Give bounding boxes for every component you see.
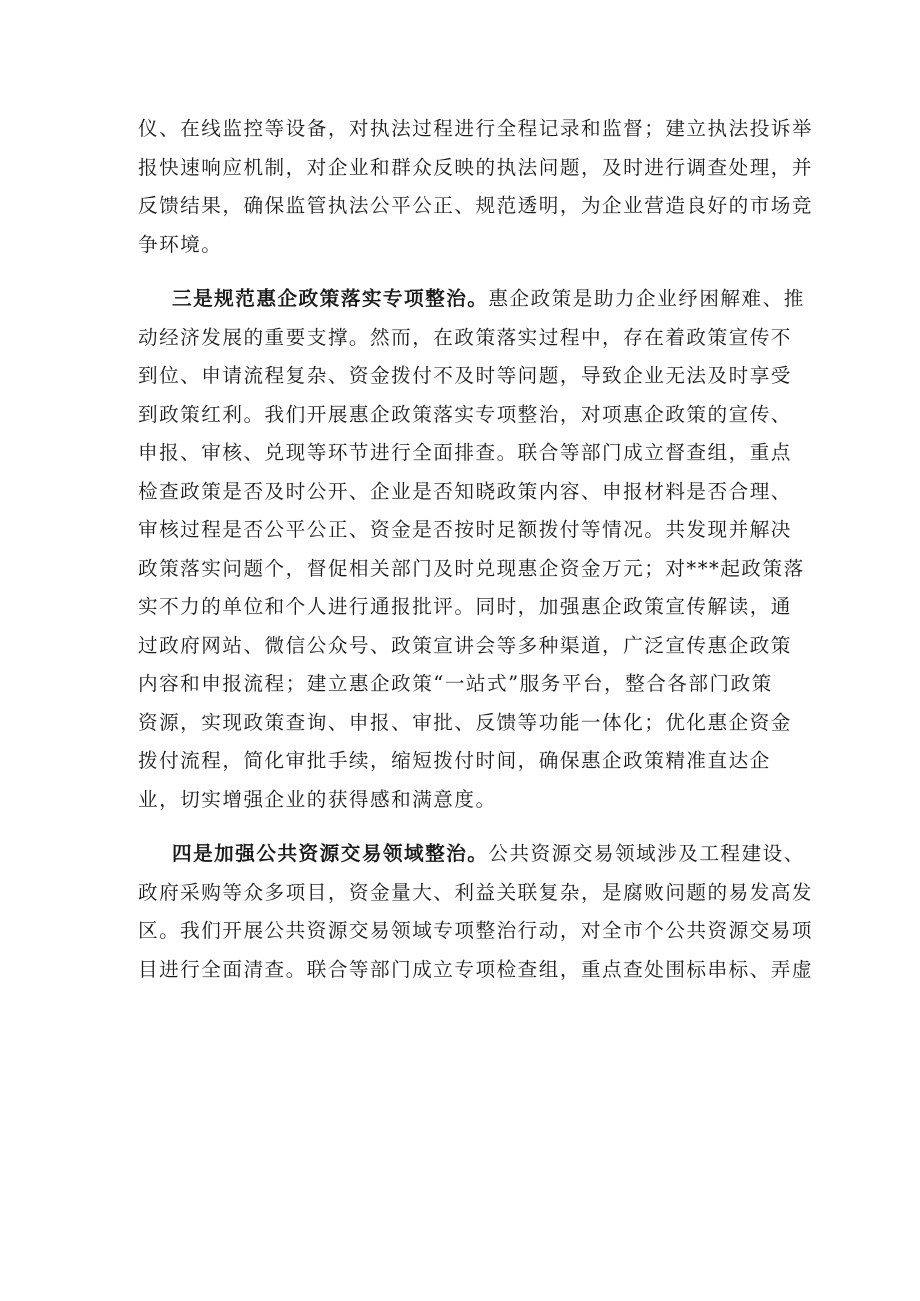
text-line: 资源，实现政策查询、申报、审批、反馈等功能一体化；优化惠企资金	[138, 710, 792, 734]
text-line: 到位、申请流程复杂、资金拨付不及时等问题，导致企业无法及时享受	[138, 364, 792, 387]
text-line: 业，切实增强企业的获得感和满意度。	[138, 787, 497, 811]
text-line: 政府采购等众多项目，资金量大、利益关联复杂，是腐败问题的易发高发	[138, 880, 813, 904]
text-line: 实不力的单位和个人进行通报批评。同时，加强惠企政策宣传解读，通	[138, 595, 792, 618]
text-line: 报快速响应机制，对企业和群众反映的执法问题，及时进行调查处理，并	[138, 155, 813, 179]
paragraph-gap	[138, 819, 778, 835]
text-line: 申报、审核、兑现等环节进行全面排查。联合等部门成立督查组，重点	[138, 441, 792, 464]
text-line: 区。我们开展公共资源交易领域专项整治行动，对全市个公共资源交易项	[138, 919, 813, 942]
lead-line-rest: 公共资源交易领域涉及工程建设、	[488, 842, 805, 865]
text-line: 动经济发展的重要支撑。然而，在政策落实过程中，存在着政策宣传不	[138, 325, 792, 349]
paragraph-lead-heading: 三是规范惠企政策落实专项整治。	[172, 287, 489, 310]
lead-line-rest: 惠企政策是助力企业纾困解难、推	[488, 287, 805, 310]
body-text	[138, 110, 813, 989]
text-line: 政策落实问题个，督促相关部门及时兑现惠企资金万元；对***起政策落	[138, 556, 805, 580]
text-line: 反馈结果，确保监管执法公平公正、规范透明，为企业营造良好的市场竞	[138, 194, 813, 217]
text-line: 到政策红利。我们开展惠企政策落实专项整治，对项惠企政策的宣传、	[138, 402, 792, 426]
text-line: 审核过程是否公平公正、资金是否按时足额拨付等情况。共发现并解决	[138, 518, 792, 541]
text-line: 内容和申报流程；建立惠企政策“一站式”服务平台，整合各部门政策	[138, 672, 773, 695]
paragraph-lead-heading: 四是加强公共资源交易领域整治。	[172, 842, 489, 865]
text-line: 目进行全面清查。联合等部门成立专项检查组，重点查处围标串标、弄虚	[138, 957, 813, 981]
text-line: 过政府网站、微信公众号、政策宣讲会等多种渠道，广泛宣传惠企政策	[138, 633, 792, 657]
text-line: 争环境。	[138, 232, 223, 256]
text-line: 检查政策是否及时公开、企业是否知晓政策内容、申报材料是否合理、	[138, 479, 792, 503]
text-line: 仪、在线监控等设备，对执法过程进行全程记录和监督；建立执法投诉举	[138, 117, 813, 140]
paragraph-policy-rectification	[138, 280, 805, 819]
paragraph-continuation	[138, 110, 813, 264]
text-line: 拨付流程，简化审批手续，缩短拨付时间，确保惠企政策精准直达企	[138, 749, 771, 772]
paragraph-public-resources	[138, 835, 813, 989]
text-line-first	[138, 280, 805, 319]
paragraph-gap	[138, 264, 778, 280]
text-line-first	[138, 835, 805, 874]
